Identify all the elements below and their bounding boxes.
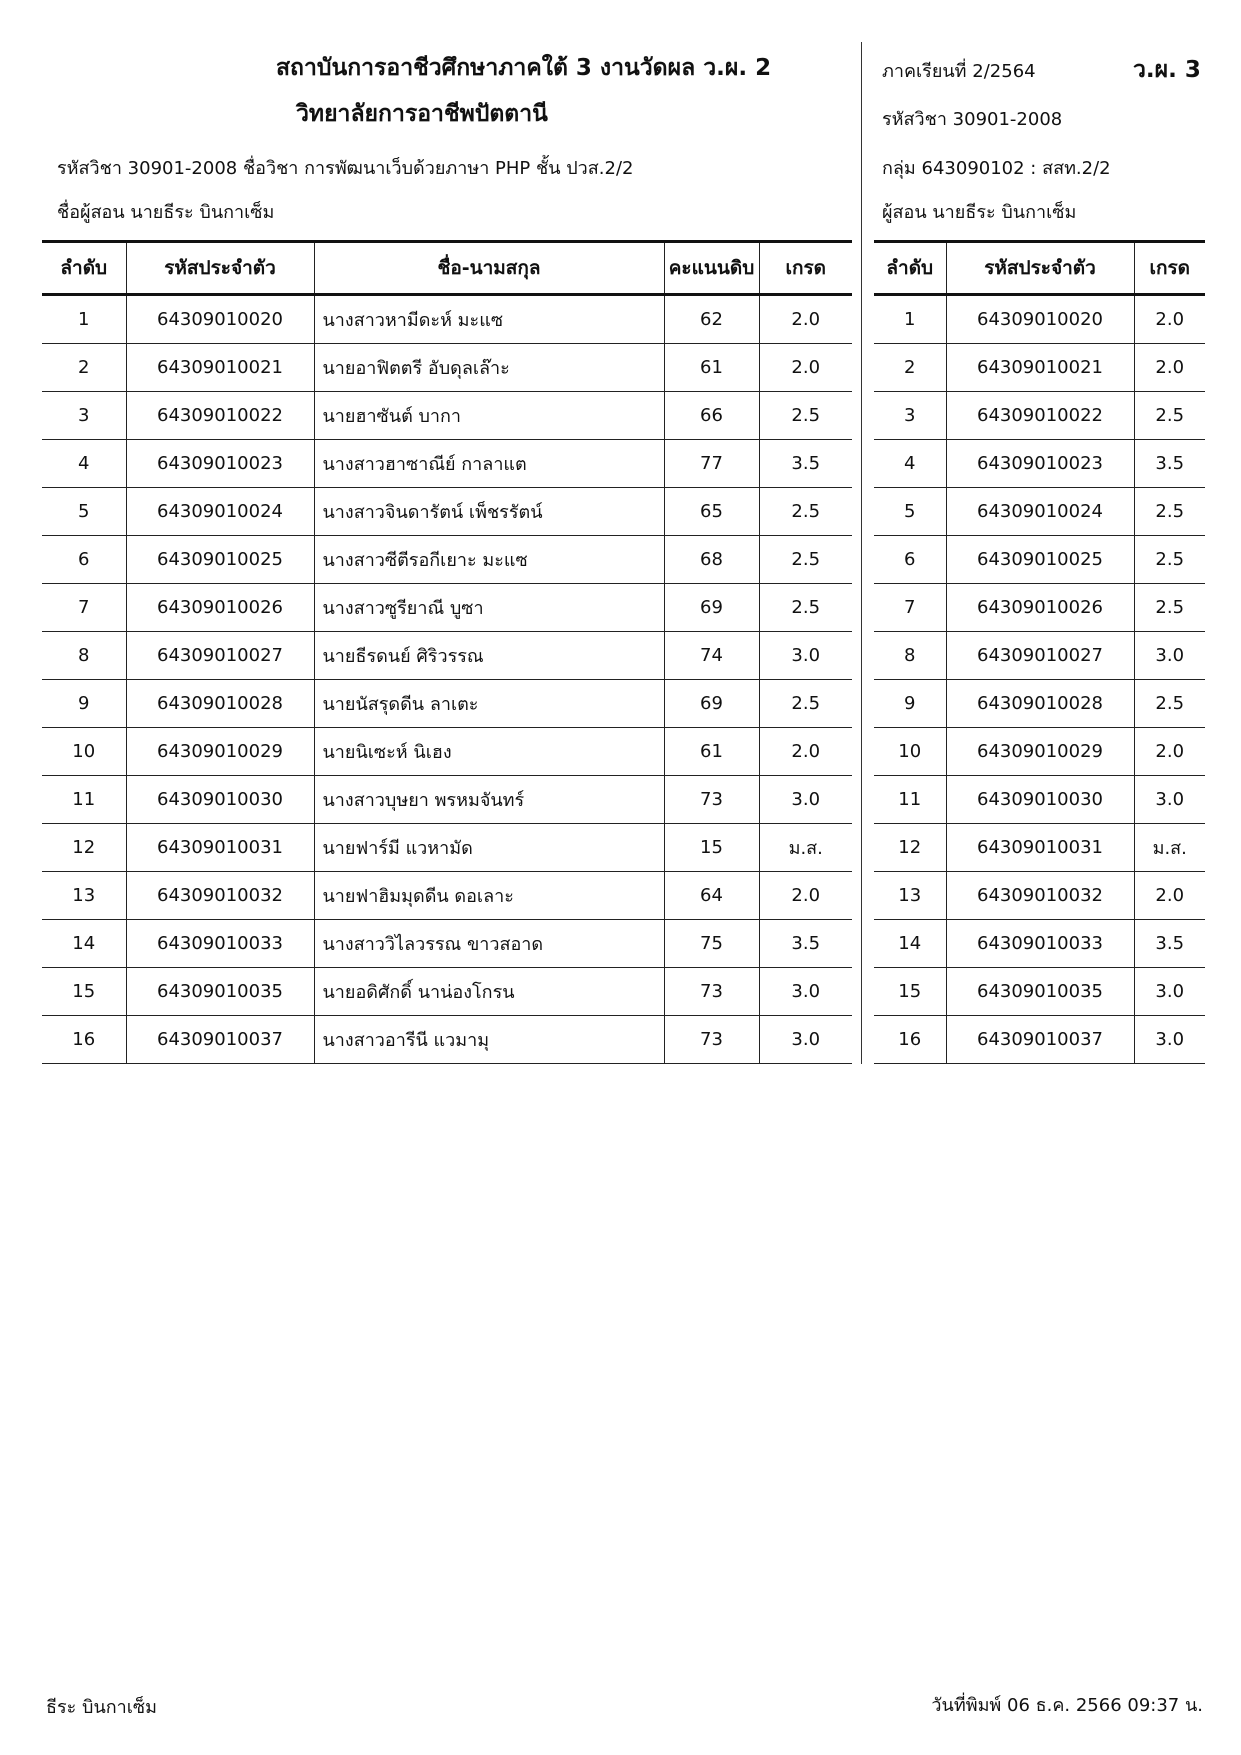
row-student-id: 64309010032 xyxy=(946,872,1134,920)
table-row xyxy=(42,632,852,680)
row-student-id: 64309010021 xyxy=(946,344,1134,392)
row-student-name: นายฮาซันต์ บากา xyxy=(314,392,664,440)
teacher-info: ชื่อผู้สอน นายธีระ บินกาเซ็ม xyxy=(57,202,275,223)
row-order: 5 xyxy=(904,501,916,522)
college-title: วิทยาลัยการอาชีพปัตตานี xyxy=(296,101,548,127)
row-student-name: นายนัสรุดดีน ลาเตะ xyxy=(314,680,664,728)
table-row xyxy=(42,536,852,584)
col-header-grade: เกรด xyxy=(1134,242,1205,295)
table-row xyxy=(874,728,1205,776)
row-student-id: 64309010027 xyxy=(946,632,1134,680)
row-student-name: นางสาวจินดารัตน์ เพ็ชรรัตน์ xyxy=(314,488,664,536)
col-header-grade: เกรด xyxy=(759,242,852,295)
row-raw-score: 74 xyxy=(664,632,759,680)
row-order: 3 xyxy=(78,405,90,426)
table-row xyxy=(42,488,852,536)
row-grade: 3.0 xyxy=(1134,1016,1205,1064)
row-grade: 2.0 xyxy=(1134,344,1205,392)
group-info: กลุ่ม 643090102 : สสท.2/2 xyxy=(882,158,1111,179)
row-raw-score: 73 xyxy=(664,776,759,824)
row-grade: 3.5 xyxy=(759,920,852,968)
row-grade: 2.0 xyxy=(759,872,852,920)
row-grade: 3.0 xyxy=(1134,632,1205,680)
row-raw-score: 73 xyxy=(664,968,759,1016)
row-raw-score: 64 xyxy=(664,872,759,920)
row-student-id: 64309010025 xyxy=(946,536,1134,584)
table-row xyxy=(874,392,1205,440)
table-row xyxy=(874,1016,1205,1064)
row-student-id: 64309010027 xyxy=(126,632,314,680)
row-grade: 2.5 xyxy=(1134,584,1205,632)
row-order: 14 xyxy=(72,933,96,954)
row-student-id: 64309010026 xyxy=(126,584,314,632)
row-order: 13 xyxy=(898,885,922,906)
row-grade: 2.0 xyxy=(759,295,852,344)
row-student-id: 64309010033 xyxy=(946,920,1134,968)
row-student-id: 64309010035 xyxy=(126,968,314,1016)
row-order: 4 xyxy=(904,453,916,474)
row-student-name: นางสาววิไลวรรณ ขาวสอาด xyxy=(314,920,664,968)
row-student-id: 64309010033 xyxy=(126,920,314,968)
row-grade: 3.0 xyxy=(1134,776,1205,824)
row-raw-score: 61 xyxy=(664,728,759,776)
row-order: 7 xyxy=(78,597,90,618)
row-order: 9 xyxy=(904,693,916,714)
row-student-name: นางสาวอารีนี แวมามุ xyxy=(314,1016,664,1064)
row-order: 15 xyxy=(898,981,922,1002)
row-raw-score: 65 xyxy=(664,488,759,536)
row-grade: 3.5 xyxy=(759,440,852,488)
row-grade: 3.0 xyxy=(759,1016,852,1064)
row-student-name: นางสาวฮาซาณีย์ กาลาแต xyxy=(314,440,664,488)
row-grade: 3.0 xyxy=(759,968,852,1016)
row-raw-score: 15 xyxy=(664,824,759,872)
row-student-id: 64309010022 xyxy=(126,392,314,440)
row-grade: 2.0 xyxy=(759,728,852,776)
table-row xyxy=(42,584,852,632)
row-student-id: 64309010023 xyxy=(126,440,314,488)
row-raw-score: 75 xyxy=(664,920,759,968)
grade-table-summary xyxy=(874,240,1205,1064)
row-student-id: 64309010028 xyxy=(946,680,1134,728)
row-grade: 2.5 xyxy=(759,680,852,728)
row-student-name: นายอาฟิตตรี อับดุลเล๊าะ xyxy=(314,344,664,392)
row-student-id: 64309010020 xyxy=(126,295,314,344)
table-row xyxy=(42,440,852,488)
row-student-id: 64309010029 xyxy=(946,728,1134,776)
row-order: 16 xyxy=(898,1029,922,1050)
row-order: 16 xyxy=(72,1029,96,1050)
semester-label: ภาคเรียนที่ 2/2564 xyxy=(882,61,1036,82)
teacher-right: ผู้สอน นายธีระ บินกาเซ็ม xyxy=(882,202,1077,223)
row-student-id: 64309010023 xyxy=(946,440,1134,488)
row-order: 6 xyxy=(904,549,916,570)
row-grade: 2.0 xyxy=(1134,872,1205,920)
table-row xyxy=(42,392,852,440)
row-grade: 2.0 xyxy=(1134,728,1205,776)
col-header-student-id: รหัสประจำตัว xyxy=(946,242,1134,295)
form-code: ว.ผ. 3 xyxy=(1133,57,1201,83)
row-student-id: 64309010035 xyxy=(946,968,1134,1016)
table-row xyxy=(874,776,1205,824)
row-grade: 3.0 xyxy=(759,776,852,824)
row-order: 5 xyxy=(78,501,90,522)
signature-name: ธีระ บินกาเซ็ม xyxy=(46,1697,158,1718)
table-row xyxy=(42,344,852,392)
row-student-id: 64309010037 xyxy=(946,1016,1134,1064)
row-order: 9 xyxy=(78,693,90,714)
table-row xyxy=(874,824,1205,872)
row-student-id: 64309010022 xyxy=(946,392,1134,440)
row-grade: 2.0 xyxy=(1134,295,1205,344)
row-grade: ม.ส. xyxy=(1134,824,1205,872)
row-order: 12 xyxy=(898,837,922,858)
row-grade: 2.5 xyxy=(1134,536,1205,584)
row-order: 7 xyxy=(904,597,916,618)
table-row xyxy=(42,776,852,824)
row-student-id: 64309010028 xyxy=(126,680,314,728)
row-student-id: 64309010032 xyxy=(126,872,314,920)
row-student-name: นางสาวหามีดะห์ มะแซ xyxy=(314,295,664,344)
row-order: 11 xyxy=(72,789,96,810)
row-raw-score: 68 xyxy=(664,536,759,584)
course-info: รหัสวิชา 30901-2008 ชื่อวิชา การพัฒนาเว็บด้วยภาษา PHP ชั้น ปวส.2/2 xyxy=(57,158,634,179)
row-order: 1 xyxy=(904,309,916,330)
row-student-id: 64309010029 xyxy=(126,728,314,776)
row-student-name: นางสาวซูรียาณี บูซา xyxy=(314,584,664,632)
row-student-name: นายนิเซะห์ นิเฮง xyxy=(314,728,664,776)
row-grade: ม.ส. xyxy=(759,824,852,872)
table-row xyxy=(42,728,852,776)
row-order: 6 xyxy=(78,549,90,570)
row-student-id: 64309010030 xyxy=(946,776,1134,824)
row-grade: 2.5 xyxy=(1134,680,1205,728)
table-row xyxy=(42,824,852,872)
table-row xyxy=(42,968,852,1016)
row-order: 2 xyxy=(78,357,90,378)
row-raw-score: 73 xyxy=(664,1016,759,1064)
row-order: 13 xyxy=(72,885,96,906)
row-grade: 2.0 xyxy=(759,344,852,392)
row-grade: 3.0 xyxy=(759,632,852,680)
row-order: 10 xyxy=(898,741,922,762)
vertical-divider xyxy=(861,42,862,1064)
row-grade: 2.5 xyxy=(759,584,852,632)
row-grade: 3.5 xyxy=(1134,440,1205,488)
table-row xyxy=(42,1016,852,1064)
row-order: 8 xyxy=(904,645,916,666)
table-row xyxy=(874,968,1205,1016)
row-student-id: 64309010021 xyxy=(126,344,314,392)
row-order: 14 xyxy=(898,933,922,954)
row-grade: 2.5 xyxy=(759,536,852,584)
row-grade: 3.5 xyxy=(1134,920,1205,968)
row-order: 4 xyxy=(78,453,90,474)
row-grade: 2.5 xyxy=(1134,488,1205,536)
row-student-id: 64309010026 xyxy=(946,584,1134,632)
table-row xyxy=(874,536,1205,584)
row-order: 12 xyxy=(72,837,96,858)
row-raw-score: 69 xyxy=(664,584,759,632)
col-header-order: ลำดับ xyxy=(60,257,108,279)
row-raw-score: 62 xyxy=(664,295,759,344)
col-header-student-id: รหัสประจำตัว xyxy=(126,242,314,295)
row-grade: 2.5 xyxy=(759,488,852,536)
row-student-id: 64309010024 xyxy=(946,488,1134,536)
table-row xyxy=(42,920,852,968)
row-grade: 2.5 xyxy=(1134,392,1205,440)
col-header-raw-score: คะแนนดิบ xyxy=(664,242,759,295)
row-raw-score: 69 xyxy=(664,680,759,728)
row-student-name: นายฟาร์มี แวหามัด xyxy=(314,824,664,872)
row-raw-score: 66 xyxy=(664,392,759,440)
table-row xyxy=(874,632,1205,680)
table-row xyxy=(874,440,1205,488)
row-student-id: 64309010025 xyxy=(126,536,314,584)
row-grade: 2.5 xyxy=(759,392,852,440)
row-student-name: นายฟาฮิมมุดดีน ดอเลาะ xyxy=(314,872,664,920)
row-order: 2 xyxy=(904,357,916,378)
row-order: 1 xyxy=(78,309,90,330)
table-row xyxy=(874,488,1205,536)
row-student-name: นางสาวซีตีรอกีเยาะ มะแซ xyxy=(314,536,664,584)
row-student-name: นายธีรดนย์ ศิริวรรณ xyxy=(314,632,664,680)
table-row xyxy=(42,680,852,728)
row-student-id: 64309010030 xyxy=(126,776,314,824)
table-row xyxy=(874,872,1205,920)
row-order: 11 xyxy=(898,789,922,810)
table-row xyxy=(874,344,1205,392)
row-student-name: นางสาวบุษยา พรหมจันทร์ xyxy=(314,776,664,824)
table-row xyxy=(874,920,1205,968)
row-student-id: 64309010031 xyxy=(126,824,314,872)
row-student-id: 64309010031 xyxy=(946,824,1134,872)
row-order: 8 xyxy=(78,645,90,666)
row-student-name: นายอดิศักดิ์ นาน่องโกรน xyxy=(314,968,664,1016)
table-row xyxy=(874,295,1205,344)
row-student-id: 64309010020 xyxy=(946,295,1134,344)
table-row xyxy=(42,295,852,344)
row-student-id: 64309010037 xyxy=(126,1016,314,1064)
col-header-name: ชื่อ-นามสกุล xyxy=(314,242,664,295)
course-code: รหัสวิชา 30901-2008 xyxy=(882,109,1063,130)
row-order: 15 xyxy=(72,981,96,1002)
table-row xyxy=(874,680,1205,728)
row-grade: 3.0 xyxy=(1134,968,1205,1016)
row-raw-score: 61 xyxy=(664,344,759,392)
table-row xyxy=(42,872,852,920)
institute-title: สถาบันการอาชีวศึกษาภาคใต้ 3 งานวัดผล ว.ผ. 2 xyxy=(276,55,772,81)
row-raw-score: 77 xyxy=(664,440,759,488)
row-order: 10 xyxy=(72,741,96,762)
print-date: วันที่พิมพ์ 06 ธ.ค. 2566 09:37 น. xyxy=(931,1695,1203,1716)
grade-table-main xyxy=(42,240,852,1064)
col-header-order: ลำดับ xyxy=(886,257,934,279)
table-row xyxy=(874,584,1205,632)
row-order: 3 xyxy=(904,405,916,426)
row-student-id: 64309010024 xyxy=(126,488,314,536)
